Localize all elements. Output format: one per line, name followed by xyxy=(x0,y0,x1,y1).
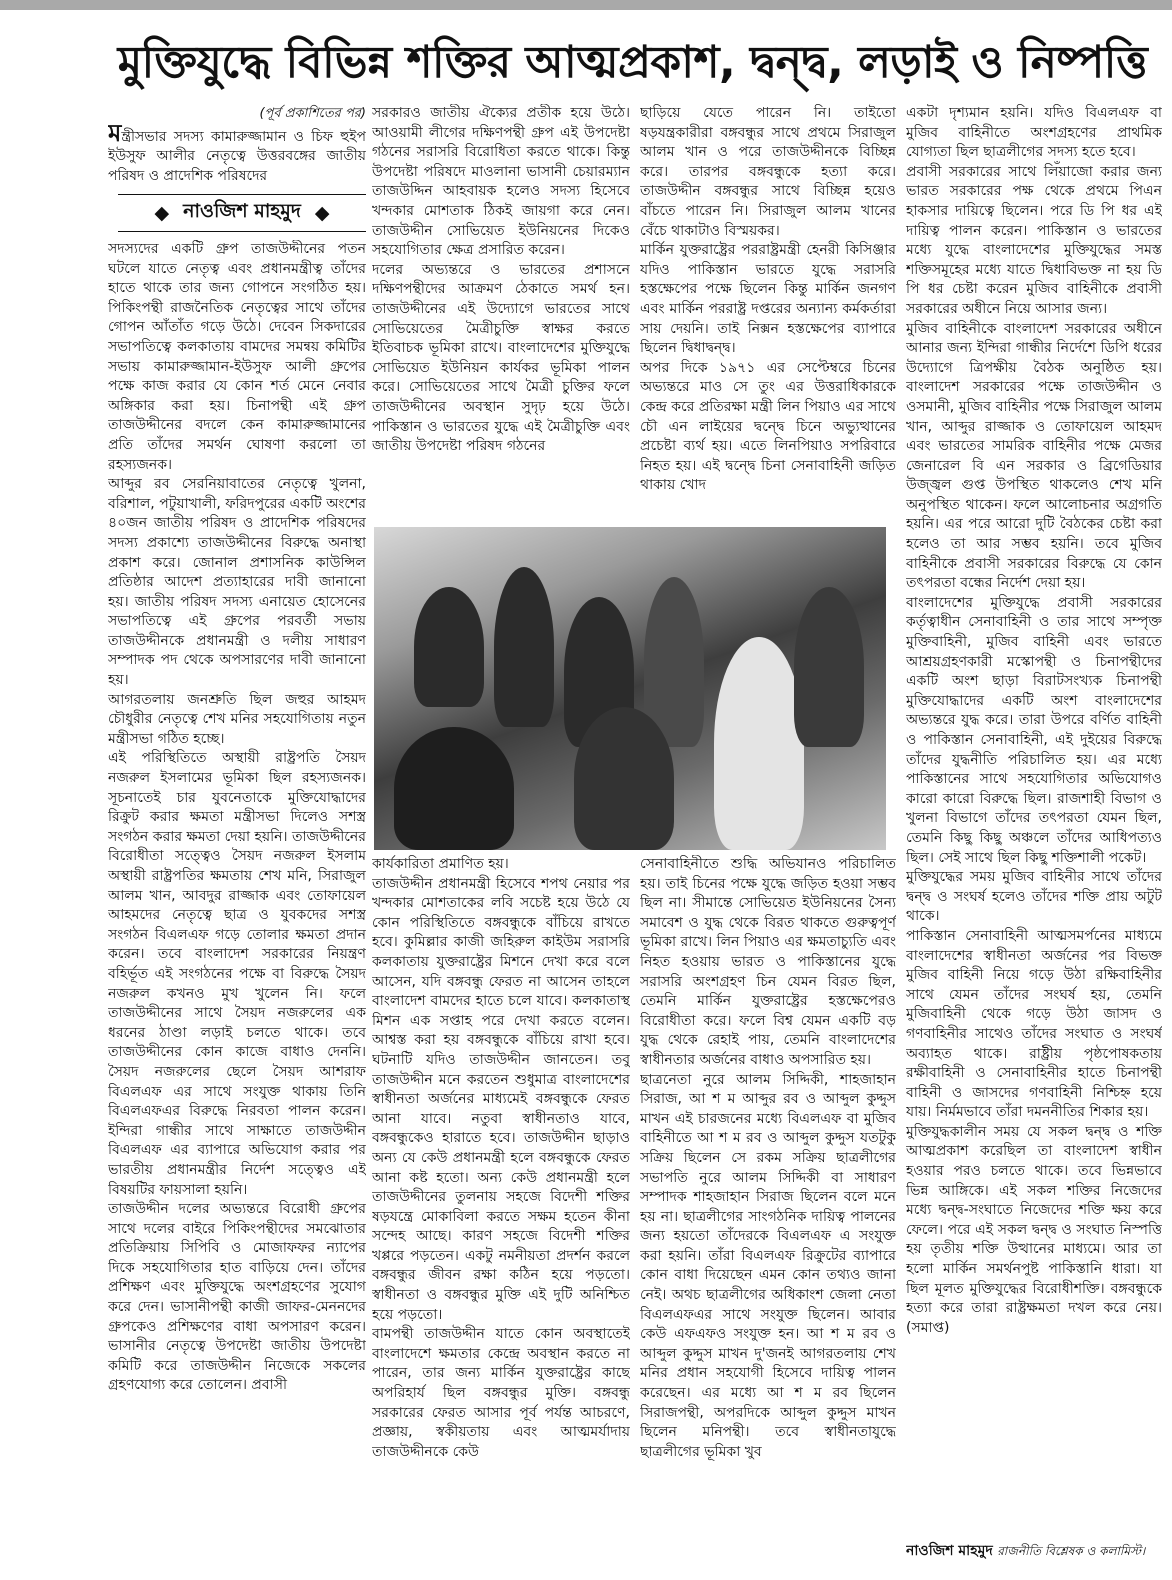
paragraph: মুক্তিযুদ্ধকালীন সময় যে সকল দ্বন্দ্ব ও শক্তি আত্মপ্রকাশ করেছিল তা বাংলাদেশ স্বাধীন হওয়ার পরও চলতে থাকে। তবে ভিন্নভাবে ভিন্ন আঙ্গিকে। এই সকল শক্তির নিজেদের মধ্যে দ্বন্দ্ব-সংঘাতে নিজেদের শক্তি ক্ষয় করে ফেলে। পরে এই সকল দ্বন্দ্ব ও সংঘাত নিস্পত্তি হয় তৃতীয় শক্তি উত্থানের মাধ্যমে। আর তা হলো মার্কিন সমর্থনপুষ্ট পাকিস্তানি ধারা। যা ছিল মূলত মুক্তিযুদ্ধের বিরোধীশক্তি। বঙ্গবন্ধুকে হত্যা করে তারা রাষ্ট্রক্ষমতা দখল করে নেয়। (সমাপ্ত) xyxy=(906,1123,1162,1336)
diamond-icon: ◆ xyxy=(314,202,330,224)
continued-note: (পূর্ব প্রকাশিতের পর) xyxy=(259,106,366,121)
column-2-top xyxy=(372,104,630,516)
photo-figure xyxy=(414,587,484,707)
paragraph: কার্যকারিতা প্রমাণিত হয়। xyxy=(372,856,509,872)
photo-figure xyxy=(394,727,514,850)
paragraph: সেনাবাহিনীতে শুদ্ধি অভিযানও পরিচালিত হয়। তাই চিনের পক্ষে যুদ্ধে জড়িত হওয়া সম্ভব ছিল না। সীমান্তে সোভিয়েত ইউনিয়নের সৈন্য সমাবেশ ও যুদ্ধ থেকে বিরত থাকতে গুরুত্বপূর্ণ ভূমিকা রাখে। লিন পিয়াও এর ক্ষমতাচ্যুতি এবং নিহত হওয়ায় ভারত ও পাকিস্তানের যুদ্ধে সরাসরি অংশগ্রহণ চিন যেমন বিরত ছিল, তেমনি মার্কিন যুক্তরাষ্ট্রের হস্তক্ষেপেরও বিরোধীতা করে। ফলে বিশ্ব যেমন একটি বড় যুদ্ধ থেকে রেহাই পায়, তেমনি বাংলাদেশের স্বাধীনতার অর্জনের বাধাও অপসারিত হয়। xyxy=(640,856,896,1068)
diamond-icon: ◆ xyxy=(154,202,170,224)
paragraph: অপর দিকে ১৯৭১ এর সেপ্টেম্বরে চিনের অভ্যন্তরে মাও সে তুং এর উত্তরাধিকারকে কেন্দ্র করে প্রতিরক্ষা মন্ত্রী লিন পিয়াও এর সাথে চৌ এন লাইয়ের দ্বন্দ্বে চিনে অভ্যুত্থানের প্রচেষ্টা ব্যর্থ হয়। এতে লিনপিয়াও সপরিবারে নিহত হয়। এই দ্বন্দ্বে চিনা সেনাবাহিনী জড়িত থাকায় খোদ xyxy=(640,359,896,494)
paragraph: ছাত্রনেতা নুরে আলম সিদ্দিকী, শাহজাহান সিরাজ, আ শ ম আব্দুর রব ও আব্দুল কুদ্দুস মাখন এই চারজনের মধ্যে বিএলএফ বা মুজিব বাহিনীতে আ শ ম রব ও আব্দুল কুদ্দুস যতটুকু সক্রিয় ছিলেন সে রকম সক্রিয় ছাত্রলীগের সভাপতি নুরে আলম সিদ্দিকী বা সাধারণ সম্পাদক শাহজাহান সিরাজ ছিলেন বলে মনে হয় না। ছাত্রলীগের সাংগঠনিক দায়িত্ব পালনের জন্য হয়তো তাঁদেরকে বিএলএফ এ সংযুক্ত করা হয়নি। তাঁরা বিএলএফ রিক্রুটের ব্যাপারে কোন বাধা দিয়েছেন এমন কোন তথ্যও জানা নেই। অথচ ছাত্রলীগের অধিকাংশ জেলা নেতা বিএলএফএর সাথে সংযুক্ত ছিলেন। আবার কেউ এফএফও সংযুক্ত হন। আ শ ম রব ও আব্দুল কুদ্দুস মাখন দু'জনই আগরতলায় শেখ মনির প্রধান সহযোগী হিসেবে দায়িত্ব পালন করেছেন। এর মধ্যে আ শ ম রব ছিলেন সিরাজপন্থী, অপরদিকে আব্দুল কুদ্দুস মাখন ছিলেন মনিপন্থী। তবে স্বাধীনতাযুদ্ধে ছাত্রলীগের ভূমিকা খুব xyxy=(640,1071,896,1460)
column-3-bottom xyxy=(640,855,896,1570)
paragraph: মার্কিন যুক্তরাষ্ট্রের পররাষ্ট্রমন্ত্রী হেনরী কিসিঞ্জার যদিও পাকিস্তান ভারতে যুদ্ধে সরাসরি হস্তক্ষেপের পক্ষে ছিলেন কিন্তু মার্কিন জনগণ এবং মার্কিন পররাষ্ট্র দপ্তরের অন্যান্য কর্মকর্তারা সায় দেয়নি। তাই নিক্সন হস্তক্ষেপের ব্যাপারে ছিলেন দ্বিধাদ্বন্দ্ব। xyxy=(640,242,896,357)
paragraph: মুক্তিযুদ্ধের সময় মুজিব বাহিনীর সাথে তাঁদের দ্বন্দ্ব ও সংঘর্ষ হলেও তাঁদের শক্তি প্রায় অটুট থাকে। xyxy=(906,869,1162,925)
photo-figure xyxy=(794,587,864,747)
photo-figure xyxy=(494,567,554,727)
paragraph: প্রবাসী সরকারের সাথে লিঁয়াজো করার জন্য ভারত সরকারের পক্ষ থেকে প্রথমে পিএন হাকসার দায়িত্বে ছিলেন। পরে ডি পি ধর এই দায়িত্ব পালন করেন। পাকিস্তান ও ভারতের মধ্যে যুদ্ধে বাংলাদেশের মুক্তিযুদ্ধের সমস্ত শক্তিসমূহের মধ্যে যাতে দ্বিধাবিভক্ত না হয় ডি পি ধর চেষ্টা করেন মুজিব বাহিনীকে প্রবাসী সরকারের অধীনে নিয়ে আসার জন্য। xyxy=(906,163,1162,317)
footer-role: রাজনীতি বিশ্লেষক ও কলামিস্ট। xyxy=(997,1544,1146,1558)
paragraph: মুজিব বাহিনীকে বাংলাদেশ সরকারের অধীনে আনার জন্য ইন্দিরা গান্ধীর নির্দেশে ডিপি ধরের উদ্যোগে ত্রিপক্ষীয় বৈঠক অনুষ্ঠিত হয়। বাংলাদেশ সরকারের পক্ষে তাজউদ্দীন ও ওসমানী, মুজিব বাহিনীর পক্ষে সিরাজুল আলম খান, আব্দুর রাজ্জাক ও তোফায়েল আহমদ এবং ভারতের সামরিক বাহিনীর পক্ষে মেজর জেনারেল বি এন সরকার ও ব্রিগেডিয়ার উজ্জ্বল গুপ্ত উপস্থিত থাকলেও শেখ মনি অনুপস্থিত থাকেন। ফলে আলোচনার অগ্রগতি হয়নি। এর পরে আরো দুটি বৈঠকের চেষ্টা করা হলেও তা আর সম্ভব হয়নি। তবে মুজিব বাহিনীকে প্রবাসী সরকারের বিরুদ্ধে যে কোন তৎপরতা বন্ধের নির্দেশ দেয়া হয়। xyxy=(906,320,1162,592)
column-4 xyxy=(906,104,1162,1532)
paragraph: বামপন্থী তাজউদ্দীন যাতে কোন অবস্থাতেই বাংলাদেশে ক্ষমতার কেন্দ্রে অবস্থান করতে না পারেন, তার জন্য মার্কিন যুক্তরাষ্ট্রের কাছে অপরিহার্য ছিল বঙ্গবন্ধুর মুক্তি। বঙ্গবন্ধু সরকারের ফেরত আসার পূর্ব পর্যন্ত আচরণে, প্রজ্ঞায়, স্বকীয়তায় এবং আত্মমর্যাদায় তাজউদ্দীনকে কেউ xyxy=(372,1326,630,1460)
photo-figure xyxy=(714,637,804,850)
paragraph: এই পরিস্থিতিতে অস্থায়ী রাষ্ট্রপতি সৈয়দ নজরুল ইসলামের ভূমিকা ছিল রহস্যজনক। সূচনাতেই চার যুবনেতাকে মুক্তিযোদ্ধাদের রিক্রুট করার ক্ষমতা মন্ত্রীসভা দিলেও সশস্ত্র সংগঠন করার ক্ষমতা দেয়া হয়নি। তাজউদ্দীনের বিরোধীতা সত্ত্বেও সৈয়দ নজরুল ইসলাম অস্থায়ী রাষ্ট্রপতির ক্ষমতায় শেখ মনি, সিরাজুল আলম খান, আবদুর রাজ্জাক এবং তোফায়েল আহমদের নেতৃত্বে ছাত্র ও যুবকদের সশস্ত্র সংগঠন বিএলএফ গড়ে তোলার ক্ষমতা প্রদান করেন। তবে বাংলাদেশ সরকারের নিয়ন্ত্রণ বহির্ভূত এই সংগঠনের পক্ষে বা বিরুদ্ধে সৈয়দ নজরুল কখনও মুখ খুলেন নি। ফলে তাজউদ্দীনের সাথে সৈয়দ নজরুলের এক ধরনের ঠাণ্ডা লড়াই চলতে থাকে। তবে তাজউদ্দীনের কোন কাজে বাধাও দেননি। সৈয়দ নজরুলের ছেলে সৈয়দ আশরাফ বিএলএফ এর সাথে সংযুক্ত থাকায় তিনি বিএলএফএর বিরুদ্ধে নিরবতা পালন করেন। ইন্দিরা গান্ধীর সাথে সাক্ষাতে তাজউদ্দীন বিএলএফ এর ব্যাপারে অভিযোগ করার পর ভারতীয় প্রধানমন্ত্রীর নির্দেশ সত্ত্বেও এই বিষয়টির ফায়সালা হয়নি। xyxy=(108,750,366,1198)
intro-text: ন্ত্রীসভার সদস্য কামারুজ্জামান ও চিফ হুইপ ইউসুফ আলীর নেতৃত্বে উত্তরবঙ্গের জাতীয় পরিষদ ও প্রাদেশিক পরিষদের xyxy=(108,128,366,184)
paragraph: আব্দুর রব সেরনিয়াবাতের নেতৃত্বে খুলনা, বরিশাল, পটুয়াখালী, ফরিদপুরের একটি অংশের ৪০জন জাতীয় পরিষদ ও প্রাদেশিক পরিষদের সদস্য প্রকাশ্যে তাজউদ্দীনের বিরুদ্ধে অনাস্থা প্রকাশ করে। জোনাল প্রশাসনিক কাউন্সিল প্রতিষ্ঠার আদেশ প্রত্যাহারের দাবী জানানো হয়। জাতীয় পরিষদ সদস্য এনায়েত হোসেনের সভাপতিত্বে এই গ্রুপের পরবর্তী সভায় তাজউদ্দীনকে প্রধানমন্ত্রী ও দলীয় সাধারণ সম্পাদক পদ থেকে অপসারণের দাবী জানানো হয়। xyxy=(108,476,366,689)
paragraph: পাকিস্তান সেনাবাহিনী আত্মসমর্পনের মাধ্যমে বাংলাদেশের স্বাধীনতা অর্জনের পর বিভক্ত মুজিব বাহিনী নিয়ে গড়ে উঠা রক্ষিবাহিনীর সাথে যেমন তাঁদের সংঘর্ষ হয়, তেমনি মুজিবাহিনী থেকে গড়ে উঠা জাসদ ও গণবাহিনীর সাথেও তাঁদের সংঘাত ও সংঘর্ষ অব্যাহত থাকে। রাষ্ট্রীয় পৃষ্ঠপোষকতায় রক্ষীবাহিনী ও সেনাবাহিনীর হাতে চিনাপন্থী বাহিনী ও জাসদের গণবাহিনী নিশ্চিহ্ন হয়ে যায়। নির্মমভাবে তাঁরা দমননীতির শিকার হয়। xyxy=(906,927,1162,1121)
paragraph: বাংলাদেশের মুক্তিযুদ্ধে প্রবাসী সরকারের কর্তৃত্বাধীন সেনাবাহিনী ও তার সাথে সম্পৃক্ত মুক্তিবাহিনী, মুজিব বাহিনী এবং ভারতে আশ্রয়গ্রহণকারী মস্কোপন্থী ও চিনাপন্থীদের একটি অংশ ছাড়া বিরাটসংখ্যক চিনাপন্থী মুক্তিযোদ্ধাদের একটি অংশ বাংলাদেশের অভ্যন্তরে যুদ্ধ করে। তারা উপরে বর্ণিত বাহিনী ও পাকিস্তান সেনাবাহিনী, এই দুইয়ের বিরুদ্ধে তাঁদের যুদ্ধনীতি পরিচালিত হয়। এর মধ্যে পাকিস্তানের সাথে সহযোগিতার অভিযোগও কারো কারো বিরুদ্ধে ছিল। রাজশাহী বিভাগ ও খুলনা বিভাগে তাঁদের তৎপরতা যেমন ছিল, তেমনি কিছু কিছু অঞ্চলে তাঁদের আধিপত্যও ছিল। সেই সাথে ছিল কিছু শক্তিশালী পকেট। xyxy=(906,594,1162,866)
column-2-bottom xyxy=(372,855,630,1570)
photo-figure xyxy=(574,707,674,850)
top-gray-bar xyxy=(0,0,1172,10)
article-headline: মুক্তিযুদ্ধে বিভিন্ন শক্তির আত্মপ্রকাশ, দ্বন্দ্ব, লড়াই ও নিষ্পত্তি xyxy=(117,37,1148,88)
paragraph: তাজউদ্দীন দলের অভ্যন্তরে বিরোধী গ্রুপের সাথে দলের বাইরে পিকিংপন্থীদের সমঝোতার প্রতিক্রিয়ায় সিপিবি ও মোজাফফর ন্যাপের দিকে সহযোগিতার হাত বাড়িয়ে দেন। তাঁদের প্রশিক্ষণ এবং মুক্তিযুদ্ধে অংশগ্রহণের সুযোগ করে দেন। ভাসানীপন্থী কাজী জাফর-মেননদের গ্রুপকেও প্রশিক্ষণের বাধা অপসারণ করেন। ভাসানীর নেতৃত্বে উপদেষ্টা জাতীয় উপদেষ্টা কমিটি করে তাজউদ্দীন নিজেকে সকলের গ্রহণযোগ্য করে তোলেন। প্রবাসী xyxy=(108,1201,366,1394)
column-3-top xyxy=(640,104,896,516)
byline-author: নাওজিশ মাহমুদ xyxy=(183,200,301,222)
footer-author: নাওজিশ মাহমুদ xyxy=(906,1543,993,1559)
paragraph: সদস্যদের একটি গ্রুপ তাজউদ্দীনের পতন ঘটলে যাতে নেতৃত্ব এবং প্রধানমন্ত্রীত্ব তাঁদের হাতে থাকে তার জন্য গোপনে সংগঠিত হয়। পিকিংপন্থী রাজনৈতিক নেতৃত্বের সাথে তাঁদের গোপন আঁতাঁত গড়ে উঠে। দেবেন সিকদারের সভাপতিত্বে কলকাতায় বামদের সমন্বয় কমিটির সভায় কামারুজ্জামান-ইউসুফ আলী গ্রুপের পক্ষে কাজ করার যে কোন শর্ত মেনে নেবার অঙ্গিকার করা হয়। চিনাপন্থী এই গ্রুপ তাজউদ্দীনের বদলে কেন কামারুজ্জামানের প্রতি তাঁদের সমর্থন ঘোষণা করলো তা রহস্যজনক। xyxy=(108,241,366,473)
paragraph: ছাড়িয়ে যেতে পারেন নি। তাইতো ষড়যন্ত্রকারীরা বঙ্গবন্ধুর সাথে প্রথমে সিরাজুল আলম খান ও পরে তাজউদ্দীনকে বিচ্ছিন্ন করে। তারপর বঙ্গবন্ধুকে হত্যা করে। তাজউদ্দীন বঙ্গবন্ধুর সাথে বিচ্ছিন্ন হয়েও বাঁচতে পারেন নি। সিরাজুল আলম খানের বেঁচে থাকাটাও বিস্ময়কর। xyxy=(640,105,896,239)
article-photo xyxy=(374,527,886,850)
column-1 xyxy=(108,240,366,1570)
intro-column xyxy=(108,104,366,190)
drop-cap: ম xyxy=(108,118,122,147)
paragraph: তাজউদ্দীন প্রধানমন্ত্রী হিসেবে শপথ নেয়ার পর খন্দকার মোশতাকের লবি সচেষ্ট হয়ে উঠে যে কোন পরিস্থিতিতে বঙ্গবন্ধুকে বাঁচিয়ে রাখতে হবে। কুমিল্লার কাজী জহিরুল কাইউম সরাসরি কলকাতায় যুক্তরাষ্ট্রের মিশনে দেখা করে বলে আসেন, যদি বঙ্গবন্ধু ফেরত না আসেন তাহলে বাংলাদেশ বামদের হাতে চলে যাবে। কলকাতাস্থ মিশন এক সপ্তাহ পরে দেখা করতে বলেন। আশ্বস্ত করা হয় বঙ্গবন্ধুকে বাঁচিয়ে রাখা হবে। ঘটনাটি যদিও তাজউদ্দীন জানতেন। তবু তাজউদ্দীন মনে করতেন শুধুমাত্র বাংলাদেশের স্বাধীনতা অর্জনের মাধ্যমেই বঙ্গবন্ধুকে ফেরত আনা যাবে। নতুবা স্বাধীনতাও যাবে, বঙ্গবন্ধুকেও হারাতে হবে। তাজউদ্দীন ছাড়াও অন্য যে কেউ প্রধানমন্ত্রী হলে বঙ্গবন্ধুকে ফেরত আনা কষ্ট হতো। অন্য কেউ প্রধানমন্ত্রী হলে তাজউদ্দীনের তুলনায় সহজে বিদেশী শক্তির ষড়যন্ত্রে মোকাবিলা করতে সক্ষম হতেন কীনা সন্দেহ আছে। কারণ সহজে বিদেশী শক্তির খপ্পরে পড়তেন। একটু নমনীয়তা প্রদর্শন করলে বঙ্গবন্ধুর জীবন রক্ষা কঠিন হয়ে পড়তো। স্বাধীনতা ও বঙ্গবন্ধুর মুক্তি এই দুটি অনিশ্চিত হয়ে পড়তো। xyxy=(372,875,630,1323)
paragraph: একটা দৃশ্যমান হয়নি। যদিও বিএলএফ বা মুজিব বাহিনীতে অংশগ্রহণের প্রাথমিক যোগ্যতা ছিল ছাত্রলীগের সদস্য হতে হবে। xyxy=(906,105,1162,161)
paragraph: দলের অভ্যন্তরে ও ভারতের প্রশাসনে দক্ষিণপন্থীদের আক্রমণ ঠেকাতে সমর্থ হন। তাজউদ্দীনের এই উদ্যোগে ভারতের সাথে সোভিয়েতের মৈত্রীচুক্তি স্বাক্ষর করতে ইতিবাচক ভূমিকা রাখে। বাংলাদেশের মুক্তিযুদ্ধে সোভিয়েত ইউনিয়ন কার্যকর ভূমিকা পালন করে। সোভিয়েতের সাথে মৈত্রী চুক্তির ফলে তাজউদ্দীনের অবস্থান সুদৃঢ় হয়ে উঠে। পাকিস্তান ও ভারতের যুদ্ধে এই মৈত্রীচুক্তি এবং জাতীয় উপদেষ্টা পরিষদ গঠনের xyxy=(372,261,630,455)
byline xyxy=(118,194,366,232)
author-footer xyxy=(906,1540,1166,1562)
intro-paragraph xyxy=(108,118,366,187)
paragraph: আগরতলায় জনশ্রুতি ছিল জহুর আহমদ চৌধুরীর নেতৃত্বে শেখ মনির সহযোগিতায় নতুন মন্ত্রীসভা গঠিত হচ্ছে। xyxy=(108,691,366,747)
paragraph: সরকারও জাতীয় ঐক্যের প্রতীক হয়ে উঠে। আওয়ামী লীগের দক্ষিণপন্থী গ্রুপ এই উপদেষ্টা গঠনের সরাসরি বিরোধিতা করতে থাকে। কিন্তু উপদেষ্টা পরিষদে মাওলানা ভাসানী চেয়ারম্যান তাজউদ্দিন আহবায়ক হলেও সদস্য হিসেবে খন্দকার মোশতাক ঠিকই জায়গা করে নেন। তাজউদ্দীন সোভিয়েত ইউনিয়নের দিকেও সহযোগিতার ক্ষেত্র প্রসারিত করেন। xyxy=(372,105,630,259)
